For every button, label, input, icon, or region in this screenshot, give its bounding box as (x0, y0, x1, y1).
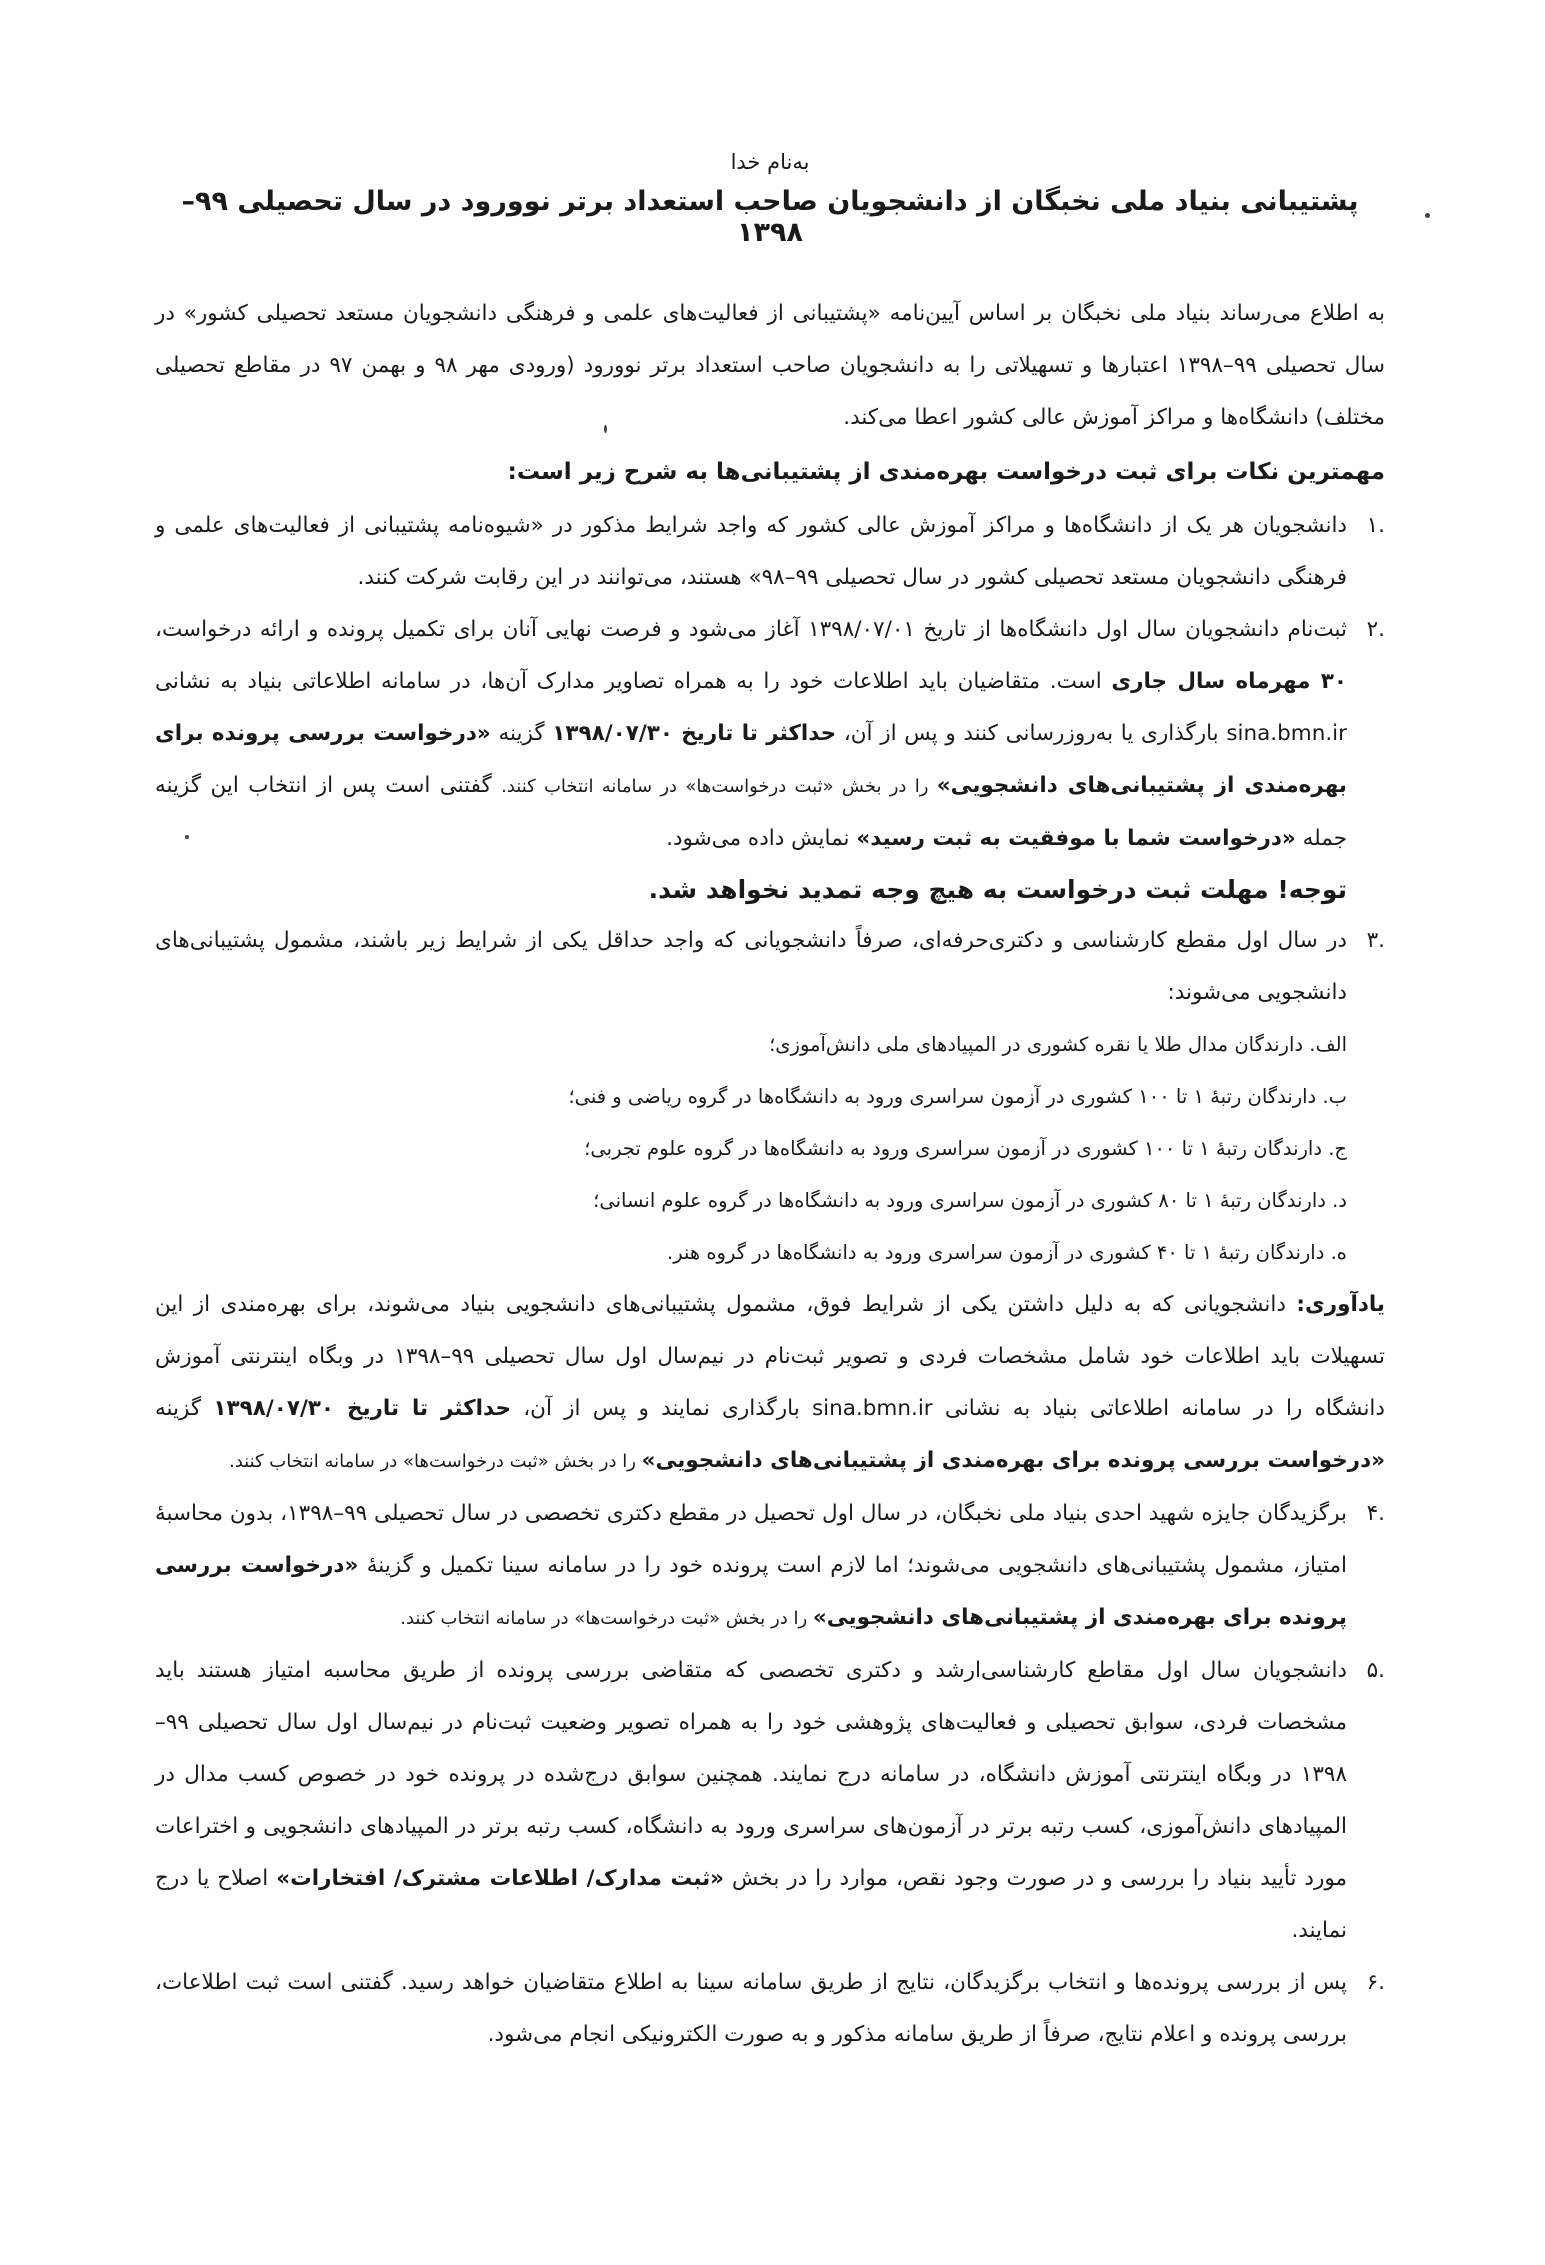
item-text-part: گزینه (490, 721, 553, 746)
item-text-part: است. متقاضیان باید اطلاعات خود را به همراه تصاویر مدارک آن‌ها، در سامانه اطلاعاتی بنیاد به نشانی (155, 669, 1112, 694)
item-text: دانشجویان هر یک از دانشگاه‌ها و مراکز آموزش عالی کشور که واجد شرایط مذکور در «شیوه‌نامه پشتیبانی از فعالیت‌های علمی و فرهنگی دانشجویان مستعد تحصیلی کشور در سال تحصیلی ۹۹–۹۸» هستند، می‌توانند در این رقابت شرکت کنند. (155, 513, 1347, 590)
item-text-part: گفتنی است پس از انتخاب این گزینه جمله (155, 773, 1347, 851)
item-number: .۳ (1366, 928, 1385, 953)
item-text-part: را در بخش «ثبت درخواست‌ها» در سامانه انتخاب کنند. (501, 776, 937, 797)
document-title: پشتیبانی بنیاد ملی نخبگان از دانشجویان صاحب استعداد برتر نوورود در سال تحصیلی ۹۹–۱۳۹۸ (181, 186, 1359, 248)
website-address: sina.bmn.ir (1226, 721, 1347, 746)
item-text-part: بارگذاری یا به‌روزرسانی کنند و پس از آن، (836, 721, 1227, 746)
eligibility-option: د. دارندگان رتبهٔ ۱ تا ۸۰ کشوری در آزمون سراسری ورود به دانشگاه‌ها در گروه علوم انسانی؛ (593, 1189, 1347, 1212)
list-item-3 (155, 915, 1385, 1019)
item-text (155, 1645, 1347, 1957)
item-number: .۲ (1366, 617, 1385, 642)
website-address: sina.bmn.ir (811, 1396, 933, 1421)
item-text-part: را در بخش «ثبت درخواست‌ها» در سامانه انتخاب کنند. (400, 1608, 813, 1629)
scan-speck (185, 835, 189, 839)
reminder-paragraph (155, 1279, 1385, 1488)
item-text-part: دانشجویان سال اول مقاطع کارشناسی‌ارشد و دکتری تخصصی که متقاضی بررسی پرونده از طریق محاسبه امتیاز هستند باید مشخصات فردی، سوابق تحصیلی و فعالیت‌های پژوهشی خود را به همراه تصویر وضعیت ثبت‌نام در نیم‌سال اول سال تحصیلی ۹۹–۱۳۹۸ در وبگاه اینترنتی آموزش دانشگاه، در سامانه درج نمایند. همچنین سوابق درج‌شده در پرونده خود در خصوص کسب مدال در المپیادهای دانش‌آموزی، کسب رتبه برتر در آزمون‌های سراسری ورود به دانشگاه، کسب رتبه برتر در المپیادهای دانشجویی و اختراعات مورد تأیید بنیاد را بررسی و در صورت وجود نقص، موارد را در بخش (155, 1658, 1347, 1891)
list-item-6 (155, 1957, 1385, 2061)
list-item-5 (155, 1645, 1385, 1957)
item-text-part: نمایش داده می‌شود. (666, 826, 857, 851)
eligibility-option: ج. دارندگان رتبهٔ ۱ تا ۱۰۰ کشوری در آزمون سراسری ورود به دانشگاه‌ها در گروه علوم تجربی؛ (584, 1137, 1347, 1160)
section-name: «ثبت مدارک/ اطلاعات مشترک/ افتخارات» (276, 1866, 725, 1891)
basmala: به‌نام خدا (730, 150, 810, 174)
deadline-emphasis: ۳۰ مهرماه سال جاری (1111, 669, 1347, 694)
item-number: .۵ (1366, 1658, 1385, 1683)
list-item-4 (155, 1488, 1385, 1645)
item-text: در سال اول مقطع کارشناسی و دکتری‌حرفه‌ای، صرفاً دانشجویانی که واجد حداقل یکی از شرایط زیر باشند، مشمول پشتیبانی‌های دانشجویی می‌شوند: (155, 928, 1347, 1005)
eligibility-options (155, 1019, 1385, 1279)
eligibility-option: الف. دارندگان مدال طلا یا نقره کشوری در المپیادهای ملی دانش‌آموزی؛ (769, 1033, 1347, 1056)
section-heading: مهمترین نکات برای ثبت درخواست بهره‌مندی از پشتیبانی‌ها به شرح زیر است: (507, 459, 1385, 485)
reminder-text-part: گزینه (155, 1396, 214, 1421)
list-item-1 (155, 500, 1385, 604)
confirmation-message: «درخواست شما با موفقیت به ثبت رسید» (856, 826, 1296, 851)
item-text (155, 1488, 1347, 1645)
reminder-text-part: را در بخش «ثبت درخواست‌ها» در سامانه انتخاب کنند. (228, 1451, 642, 1472)
item-text-part: برگزیدگان جایزه شهید احدی بنیاد ملی نخبگان، در سال اول تحصیل در مقطع دکتری تخصصی در سال تحصیلی ۹۹–۱۳۹۸، بدون محاسبهٔ امتیاز، مشمول پشتیبانی‌های دانشجویی می‌شوند؛ اما لازم است پرونده خود را در سامانه سینا تکمیل و گزینهٔ (155, 1501, 1347, 1578)
item-number: .۱ (1366, 513, 1385, 538)
item-text (155, 604, 1347, 865)
item-number: .۴ (1366, 1501, 1385, 1526)
list-item-2 (155, 604, 1385, 865)
reminder-label: یادآوری: (1296, 1292, 1385, 1317)
option-name: «درخواست بررسی پرونده برای بهره‌مندی از پشتیبانی‌های دانشجویی» (155, 1553, 1347, 1630)
item-text-part: اصلاح یا درج نمایند. (155, 1866, 1347, 1943)
intro-paragraph: به اطلاع می‌رساند بنیاد ملی نخبگان بر اساس آیین‌نامه «پشتیبانی از فعالیت‌های علمی و فرهنگی دانشجویان مستعد تحصیلی کشور» در سال تحصیلی ۹۹–۱۳۹۸ اعتبارها و تسهیلاتی را به دانشجویان صاحب استعداد برتر نوورود (ورودی مهر ۹۸ و بهمن ۹۷ در مقاطع تحصیلی مختلف) دانشگاه‌ها و مراکز آموزش عالی کشور اعطا می‌کند. (155, 301, 1385, 430)
eligibility-option: ب. دارندگان رتبهٔ ۱ تا ۱۰۰ کشوری در آزمون سراسری ورود به دانشگاه‌ها در گروه ریاضی و فنی؛ (568, 1085, 1347, 1108)
reminder-text-part: بارگذاری نمایند و پس از آن، (510, 1396, 812, 1421)
scan-speck (1425, 213, 1430, 218)
option-name: «درخواست بررسی پرونده برای بهره‌مندی از پشتیبانی‌های دانشجویی» (641, 1448, 1385, 1473)
scan-speck (604, 425, 607, 433)
item-text-part: ثبت‌نام دانشجویان سال اول دانشگاه‌ها از تاریخ ۱۳۹۸/۰۷/۰۱ آغاز می‌شود و فرصت نهایی آنان برای تکمیل پرونده و ارائه درخواست، (155, 617, 1347, 642)
item-text: پس از بررسی پرونده‌ها و انتخاب برگزیدگان، نتایج از طریق سامانه سینا به اطلاع متقاضیان خواهد رسید. گفتنی است ثبت اطلاعات، بررسی پرونده و اعلام نتایج، صرفاً از طریق سامانه مذکور و به صورت الکترونیکی انجام می‌شود. (155, 1970, 1347, 2047)
deadline-date: حداکثر تا تاریخ ۱۳۹۸/۰۷/۳۰ (213, 1396, 511, 1421)
item-number: .۶ (1366, 1970, 1385, 1995)
eligibility-option: ه. دارندگان رتبهٔ ۱ تا ۴۰ کشوری در آزمون سراسری ورود به دانشگاه‌ها در گروه هنر. (667, 1241, 1347, 1264)
warning-notice: توجه! مهلت ثبت درخواست به هیچ وجه تمدید نخواهد شد. (648, 875, 1347, 904)
reminder-text-part: دانشجویانی که به دلیل داشتن یکی از شرایط فوق، مشمول پشتیبانی‌های دانشجویی بنیاد می‌شوند، برای بهره‌مندی از این تسهیلات باید اطلاعات خود شامل مشخصات فردی و تصویر ثبت‌نام در نیم‌سال اول سال تحصیلی ۹۹–۱۳۹۸ در وبگاه اینترنتی آموزش دانشگاه را در سامانه اطلاعاتی بنیاد به نشانی (155, 1292, 1385, 1421)
option-name: «درخواست بررسی پرونده برای بهره‌مندی از پشتیبانی‌های دانشجویی» (155, 721, 1348, 798)
deadline-date: حداکثر تا تاریخ ۱۳۹۸/۰۷/۳۰ (552, 721, 837, 746)
